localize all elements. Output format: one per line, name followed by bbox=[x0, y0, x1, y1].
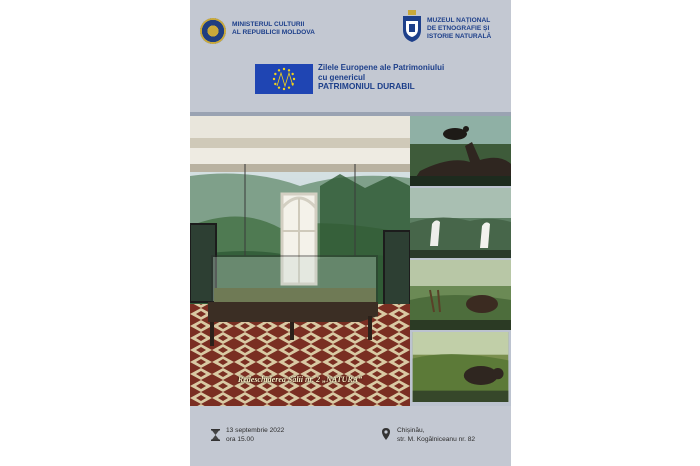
event-address bbox=[397, 427, 475, 444]
museum-line-1: MUZEUL NAȚIONAL bbox=[427, 17, 491, 24]
eu-star-icon bbox=[274, 83, 276, 85]
event-line-1: Zilele Europene ale Patrimoniului bbox=[318, 63, 445, 72]
event-datetime bbox=[226, 427, 284, 444]
thumbnail-herons bbox=[410, 188, 511, 258]
eu-star-icon bbox=[293, 78, 295, 80]
poster bbox=[190, 0, 511, 466]
eu-star-icon bbox=[283, 68, 285, 70]
ministry-line-1: MINISTERUL CULTURII bbox=[232, 21, 305, 28]
museum-name bbox=[427, 17, 491, 41]
eu-star-icon bbox=[278, 86, 280, 88]
event-title bbox=[318, 63, 444, 92]
header-band bbox=[190, 0, 511, 112]
eu-star-icon bbox=[288, 69, 290, 71]
ministry-name bbox=[232, 21, 315, 37]
side-photos bbox=[410, 116, 511, 406]
seal-icon bbox=[200, 18, 226, 44]
museum-crest-icon bbox=[402, 10, 422, 42]
eu-star-icon bbox=[273, 78, 275, 80]
photo-caption: Redeschiderea Sălii nr. 2 „NATURA” bbox=[237, 375, 363, 384]
address-city: Chișinău, bbox=[397, 427, 425, 434]
event-theme: PATRIMONIUL DURABIL bbox=[318, 81, 415, 91]
event-date: 13 septembrie 2022 bbox=[226, 427, 285, 434]
eu-star-icon bbox=[278, 69, 280, 71]
event-line-2: cu genericul bbox=[318, 72, 366, 82]
thumbnail-boar bbox=[410, 260, 511, 330]
ministry-line-2: AL REPUBLICII MOLDOVA bbox=[232, 29, 315, 36]
hourglass-icon bbox=[211, 429, 220, 441]
hall-photo bbox=[190, 116, 410, 406]
eu-star-icon bbox=[288, 86, 290, 88]
museum-line-3: ISTORIE NATURALĂ bbox=[427, 33, 492, 40]
event-time: ora 15.00 bbox=[226, 435, 254, 443]
thumbnail-bird bbox=[410, 116, 511, 186]
eu-star-icon bbox=[291, 73, 293, 75]
eu-flag-icon bbox=[255, 64, 313, 94]
thumbnail-warthog bbox=[410, 332, 511, 402]
museum-line-2: DE ETNOGRAFIE ȘI bbox=[427, 25, 490, 32]
map-pin-icon bbox=[382, 428, 390, 440]
address-street: str. M. Kogălniceanu nr. 82 bbox=[397, 435, 476, 443]
eu-star-icon bbox=[283, 88, 285, 90]
eu-star-icon bbox=[274, 73, 276, 75]
